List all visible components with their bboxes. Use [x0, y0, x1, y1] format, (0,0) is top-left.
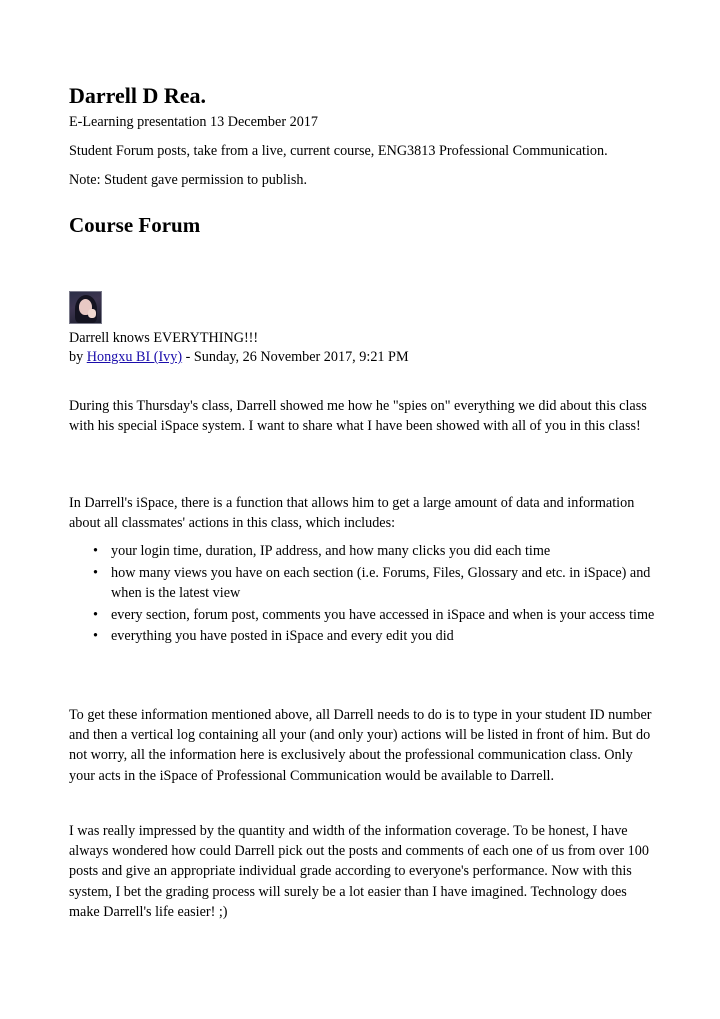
post-paragraph-1: During this Thursday's class, Darrell showed me how he "spies on" everything we did about this class with his special iSpace system. I want to share what I have been showed with all of you in this class!	[69, 398, 647, 435]
list-item-text: everything you have posted in iSpace and every edit you did	[111, 628, 454, 645]
post-author-link[interactable]: Hongxu BI (Ivy)	[86, 349, 183, 365]
post-subject: Darrell knows EVERYTHING!!!	[69, 330, 259, 346]
byline-prefix: by	[69, 349, 87, 365]
bullet-glyph: •	[93, 628, 98, 645]
post-paragraph-2: In Darrell's iSpace, there is a function that allows him to get a large amount of data and information about all classmates' actions in this class, which includes:	[69, 495, 635, 532]
section-title: Course Forum	[69, 213, 201, 237]
list-item-text: your login time, duration, IP address, and how many clicks you did each time	[111, 543, 551, 559]
list-item	[69, 605, 659, 625]
post-byline	[69, 347, 409, 367]
post-date: - Sunday, 26 November 2017, 9:21 PM	[182, 349, 409, 365]
bullet-glyph: •	[93, 564, 98, 581]
post-paragraph-3: To get these information mentioned above, all Darrell needs to do is to type in your student ID number and then a vertical log containing all your (and only your) actions will be listed in front of him. But do not worry, all the information here is exclusively about the professional communication class. Only your acts in the iSpace of Professional Communication would be available to Darrell.	[69, 707, 652, 784]
bullet-glyph: •	[93, 543, 98, 559]
list-item	[69, 626, 659, 646]
list-item	[69, 563, 659, 603]
user-avatar[interactable]	[69, 291, 102, 324]
list-item-text: every section, forum post, comments you have accessed in iSpace and when is your access time	[111, 606, 655, 623]
course-description: Student Forum posts, take from a live, current course, ENG3813 Professional Communication.	[69, 143, 608, 159]
bullet-glyph: •	[93, 606, 98, 623]
list-item-text: how many views you have on each section (i.e. Forums, Files, Glossary and etc. in iSpace) and when is the latest view	[111, 564, 651, 601]
author-heading: Darrell D Rea.	[69, 83, 207, 108]
presentation-subtitle: E-Learning presentation 13 December 2017	[69, 114, 318, 130]
list-item	[69, 541, 659, 561]
permission-note: Note: Student gave permission to publish.	[69, 172, 308, 188]
avatar-hand-shape	[88, 309, 96, 318]
actions-list	[69, 541, 659, 648]
post-paragraph-4: I was really impressed by the quantity and width of the information coverage. To be honest, I have always wondered how could Darrell pick out the posts and comments of each one of us from over 100 posts and give an appropriate individual grade according to everyone's performance. Now with this system, I bet the grading process will surely be a lot easier than I have imagined. Technology does make Darrell's life easier! ;)	[69, 823, 649, 920]
